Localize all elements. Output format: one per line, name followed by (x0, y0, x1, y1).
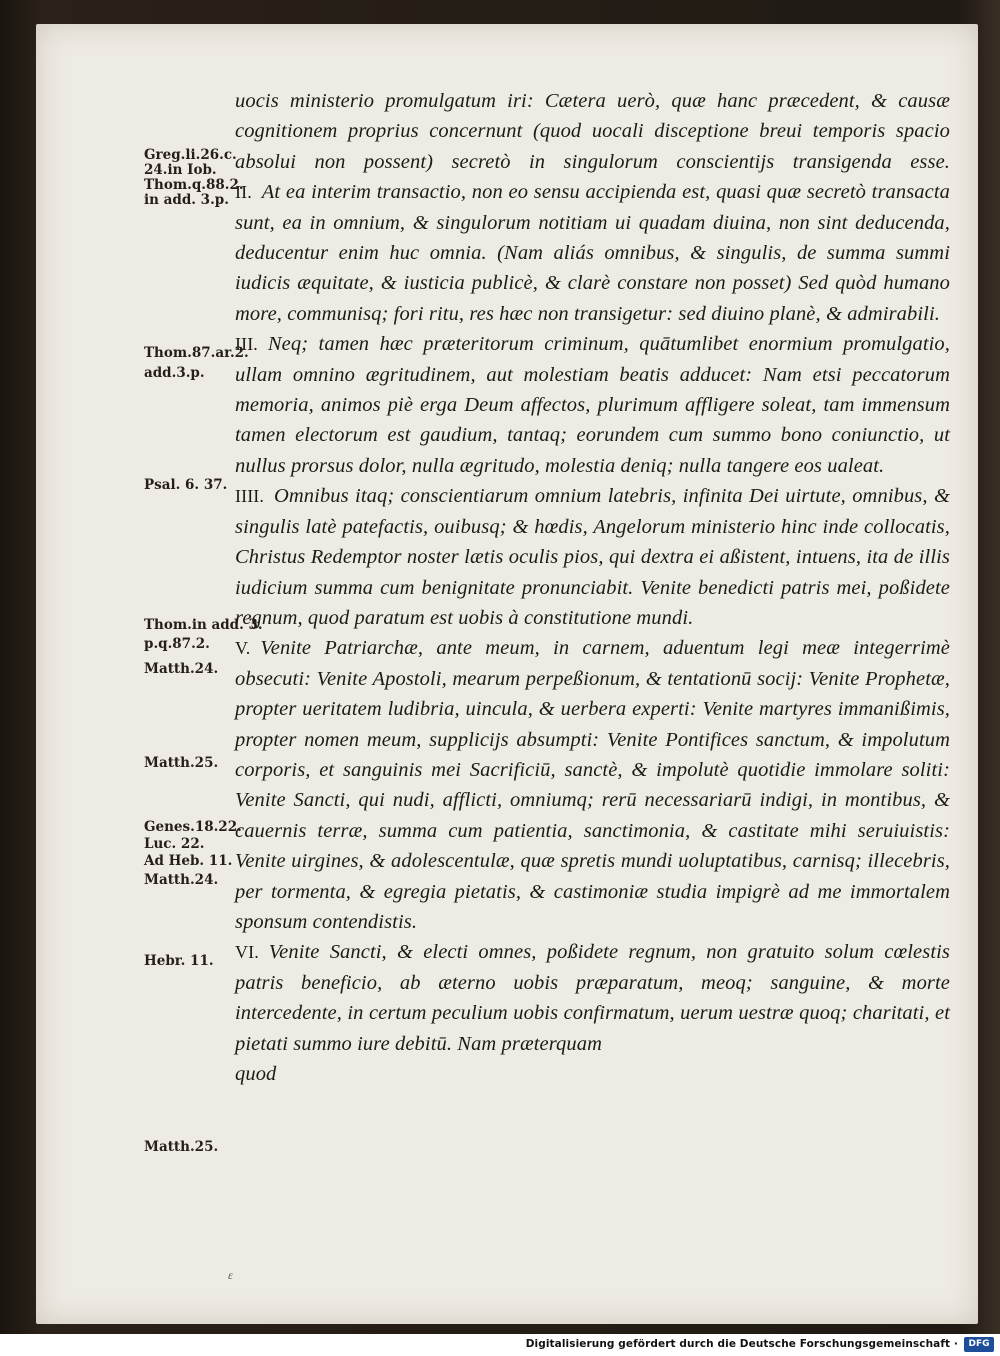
paragraph-text: Neq; tamen hæc præteritorum criminum, quātumlibet enormium promulgatio, ullam omnino ægritudinem, aut molestiam beatis adducet: Nam etsi peccatorum memoria, animos piè erga Deum affectos, plurimum affligere soleat, tam immensum tamen electorum est gaudium, tantaq; eorundem cum summo bono coniunctio, ut nullus prorsus dolor, nulla ægritudo, molestia deniq; nulla tangere eos ualeat. (235, 333, 950, 477)
paragraph-number: VI. (235, 942, 259, 963)
paragraph-number: III. (235, 334, 258, 355)
paragraph-text: Venite Patriarchæ, ante meum, in carnem, aduentum legi meæ integerrimè obsecuti: Venite Apostoli, mearum perpeßionum, & tentationū socij: Venite Prophetæ, propter ueritatem ludibria, uincula, & uerbera experti: Venite martyres immanißimis, propter nomen meum, supplicijs absumpti: Venite Pontifices sanctum, & impolutum corporis, et sanguinis mei Sacrificiū, sanctè, & impolutè quotidie immolare soliti: Venite Sancti, qui nudi, afflicti, omniumq; rerū necessariarū indigi, in montibus, & cauernis terræ, summa cum patientia, sanctimonia, & castitate mihi seruiuistis: Venite uirgines, & adolescentulæ, quæ spretis mundi uoluptatibus, carnisq; illecebris, per tormenta, & egregia pietatis, & castimoniæ studia impigrè ad me immortalem sponsum contendistis. (235, 637, 950, 933)
margin-note: Matth.24. (144, 872, 219, 888)
footer-credit: Digitalisierung gefördert durch die Deutsche Forschungsgemeinschaft · (525, 1338, 958, 1350)
dfg-logo-icon: DFG (964, 1337, 994, 1352)
main-text (235, 86, 950, 1089)
margin-note: add.3.p. (144, 365, 205, 381)
paragraph-text: Venite Sancti, & electi omnes, poßidete regnum, non gratuito solum cœlestis patris beneficio, ab æterno uobis præparatum, meoq; sanguine, & morte intercedente, in certum peculium uobis confirmatum, uerum uestræ quoq; charitati, et pietati summo iure debitū. Nam præterquam (235, 941, 950, 1055)
paragraph-number: IIII. (235, 486, 264, 507)
paragraph-5 (235, 633, 950, 937)
margin-note: Psal. 6. 37. (144, 477, 228, 493)
margin-note: p.q.87.2. (144, 636, 210, 652)
margin-note: Hebr. 11. (144, 953, 214, 969)
margin-note: Greg.li.26.c. (144, 147, 237, 163)
margin-note: Matth.25. (144, 1139, 219, 1155)
catchword: quod (235, 1063, 277, 1085)
paragraph-text: Omnibus itaq; conscientiarum omnium latebris, infinita Dei uirtute, omnibus, & singulis latè patefactis, ouibusq; & hœdis, Angelorum ministerio hinc inde collocatis, Christus Redemptor noster lætis oculis pios, qui dextra ei aßistent, intuens, ita de illis iudicium summa cum benignitate pronunciabit. Venite benedicti patris mei, poßidete regnum, quod paratum est uobis à constitutione mundi. (235, 485, 950, 629)
paragraph-4 (235, 481, 950, 633)
margin-note: in add. 3.p. (144, 192, 229, 208)
footer-bar (0, 1334, 1000, 1356)
margin-note: Matth.25. (144, 755, 219, 771)
paragraph-3 (235, 329, 950, 481)
margin-note: Thom.q.88.2. (144, 177, 244, 193)
margin-note: 24.in Iob. (144, 162, 217, 178)
margin-note: Matth.24. (144, 661, 219, 677)
paragraph-2 (235, 177, 950, 329)
margin-note: Thom.in add. 3. (144, 617, 263, 633)
paragraph-number: II. (235, 182, 252, 203)
paragraph-number: V. (235, 638, 251, 659)
paragraph-6 (235, 937, 950, 1059)
margin-note: Thom.87.ar.2. (144, 345, 249, 361)
margin-note: Luc. 22. (144, 836, 205, 852)
signature-mark: ε (228, 1268, 233, 1282)
paragraph-continuation: uocis ministerio promulgatum iri: Cætera uerò, quæ hanc præcedent, & causæ cognitionem proprius concernunt (quod uocali disceptione breui temporis spacio absolui non possent) secretò in singulorum conscientijs transigenda esse. (235, 90, 950, 173)
paragraph-text: At ea interim transactio, non eo sensu accipienda est, quasi quæ secretò transacta sunt, ea in omnium, & singulorum notitiam ui quadam diuina, non sint deducenda, deducentur enim huc omnia. (Nam aliás omnibus, & singulis, de summa summi iudicis æquitate, & iusticia publicè, & clarè constare non posset) Sed quòd humano more, communisq; fori ritu, res hæc non transigetur: sed diuino planè, & admirabili. (235, 181, 950, 325)
margin-note: Genes.18.22. (144, 819, 242, 835)
margin-note: Ad Heb. 11. (144, 853, 233, 869)
